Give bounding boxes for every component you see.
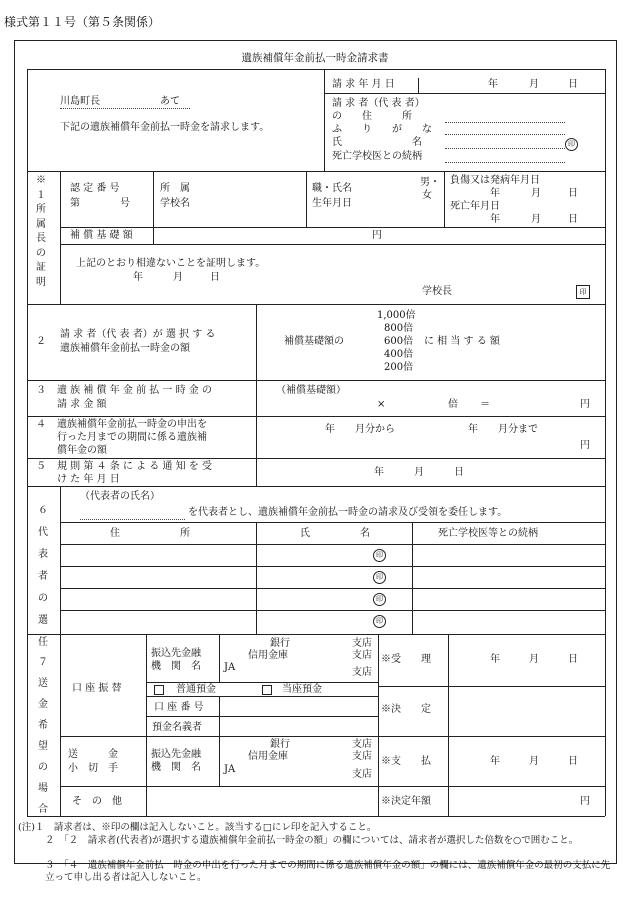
yen-label: 円 — [580, 399, 590, 410]
section3-label: 請 求 金 額 — [57, 399, 107, 410]
day-label: 日 — [210, 272, 220, 283]
bank-label: 振込先金融 — [151, 648, 201, 659]
multiplier-option[interactable]: 200倍 — [384, 362, 414, 373]
multiplier-option[interactable]: 600倍 — [384, 336, 414, 347]
injury-date-label: 負傷又は発病年月日 — [450, 175, 540, 186]
kiso-label: 補 償 基 礎 額 — [70, 230, 133, 241]
name-label: 氏 名 — [332, 137, 422, 148]
ja-label: JA — [224, 764, 236, 775]
times-sign: × — [377, 399, 386, 410]
line — [60, 171, 61, 304]
gender-label: 男・女 — [420, 177, 440, 201]
yen-label: 円 — [580, 440, 590, 451]
form-label: 様式第１１号（第５条関係） — [4, 15, 161, 29]
line — [153, 171, 154, 227]
sokin-label: 送 金 — [68, 749, 118, 760]
ate-label: あて — [160, 96, 180, 107]
line — [378, 634, 379, 816]
line — [27, 69, 605, 70]
section5-number: ５ — [36, 461, 46, 472]
day-label: 日 — [568, 79, 578, 90]
juri-label: ※受 理 — [381, 654, 431, 665]
yen-label: 円 — [580, 796, 590, 807]
dotted-line — [445, 148, 565, 149]
line — [605, 69, 606, 304]
dotted-line — [445, 122, 565, 123]
from-month-label: 年 月分から — [325, 424, 395, 435]
dotted-line — [80, 519, 185, 520]
year-label: 年 — [490, 756, 500, 767]
section3-label: 遺 族 補 償 年 金 前 払 一 時 金 の — [57, 385, 212, 396]
note-3: ３ 「４ 遺族補償年金前払一時金の申出を行った月までの期間に係る遺族補償年金の額」の欄には、遺族補償年金の最初の支払に先立って申し出る者は記入しないこと。 — [45, 860, 611, 883]
line — [605, 634, 606, 816]
shiharai-label: ※支 払 — [381, 756, 431, 767]
section2-label: 請 求 者（代 表 者）が 選 択 す る — [60, 329, 216, 340]
bank-label: 振込先金融 — [151, 749, 201, 760]
account-number-label: 口 座 番 号 — [154, 702, 204, 713]
line — [60, 566, 605, 567]
line — [324, 93, 605, 94]
touza-checkbox[interactable] — [262, 685, 272, 695]
month-label: 月 — [529, 756, 539, 767]
other-label: そ の 他 — [72, 796, 122, 807]
line — [27, 634, 28, 816]
rep-name-label: （代表者の氏名） — [80, 491, 160, 502]
line — [219, 634, 220, 682]
multiplier-option[interactable]: 1,000倍 — [377, 310, 416, 321]
line — [219, 736, 220, 786]
line — [256, 522, 257, 634]
addressee: 川島町長 — [60, 96, 100, 107]
line — [60, 588, 605, 589]
relation-label: 死亡学校医との続柄 — [332, 151, 422, 162]
ginkou-label: 銀行 — [270, 739, 290, 750]
shiten-label: 支店 — [352, 667, 372, 678]
line — [27, 486, 605, 487]
section7-side-label: ７送金希望の場合 — [38, 657, 48, 815]
kiso-paren-label: （補償基礎額） — [276, 385, 346, 396]
line — [60, 244, 605, 245]
line — [27, 304, 605, 305]
seal-icon: 印 — [373, 549, 386, 562]
section4-label: 償年金の額 — [57, 445, 107, 456]
bank-label: 機 関 名 — [151, 762, 201, 773]
section2-label: 遺族補償年金前払一時金の額 — [60, 343, 190, 354]
line — [60, 786, 605, 787]
col-address: 住 所 — [110, 528, 190, 539]
kogitte-label: 小 切 手 — [68, 763, 118, 774]
seal-icon: 印 — [576, 285, 590, 299]
line — [60, 522, 605, 523]
shinkin-label: 信用金庫 — [248, 650, 288, 661]
shiten-label: 支店 — [352, 650, 372, 661]
day-label: 日 — [568, 654, 578, 665]
nintei-label: 認 定 番 号 — [70, 183, 120, 194]
day-label: 日 — [568, 188, 578, 199]
seal-icon: 印 — [373, 593, 386, 606]
line — [27, 416, 605, 417]
day-label: 日 — [568, 756, 578, 767]
col-name: 氏 名 — [300, 528, 370, 539]
birth-label: 生年月日 — [312, 198, 352, 209]
touza-label: 当座預金 — [282, 684, 322, 695]
line — [412, 522, 413, 634]
line — [448, 634, 449, 816]
line — [60, 610, 605, 611]
line — [60, 634, 61, 816]
year-label: 年 — [490, 188, 500, 199]
line — [60, 227, 605, 228]
line — [324, 69, 325, 171]
note-1: (注)１ 請求者は、※印の欄は記入しないこと。該当する□にレ印を記入すること。 — [18, 822, 377, 833]
to-month-label: 年 月分まで — [468, 424, 538, 435]
claimant-label: 請 求 者（代 表 者） — [332, 98, 425, 109]
line — [153, 227, 154, 244]
form-title: 遺族補償年金前払一時金請求書 — [241, 52, 389, 64]
kettei-label: ※決 定 — [381, 704, 431, 715]
section1-side-label: ※１所属長の証明 — [36, 175, 46, 288]
year-label: 年 — [490, 654, 500, 665]
bai-label: 倍 — [448, 399, 458, 410]
address-label: の 住 所 — [332, 111, 412, 122]
furigana-label: ふ り が な — [332, 124, 432, 135]
holder-label: 預金名義者 — [152, 722, 202, 733]
date-label: 請 求 年 月 日 — [332, 79, 395, 90]
seal-icon: 印 — [373, 615, 386, 628]
principal-label: 学校長 — [422, 286, 452, 297]
section6-side-label: ６代表者の選任 — [38, 505, 48, 648]
month-label: 月 — [529, 79, 539, 90]
line — [60, 486, 61, 634]
shinkin-label: 信用金庫 — [248, 751, 288, 762]
multiplier-option[interactable]: 800倍 — [384, 323, 414, 334]
line — [27, 634, 605, 635]
section4-label: 行った月までの期間に係る遺族補 — [57, 432, 207, 443]
cert-text: 上記のとおり相違ないことを証明します。 — [76, 258, 266, 269]
school-name-label: 学校名 — [160, 198, 190, 209]
death-date-label: 死亡年月日 — [450, 201, 500, 212]
notice-date: 年 月 日 — [374, 467, 464, 478]
line — [27, 69, 28, 304]
section2-suffix: に 相 当 す る 額 — [424, 336, 500, 347]
month-label: 月 — [529, 654, 539, 665]
section5-label: 規 則 第 ４ 条 に よ る 通 知 を 受 — [57, 461, 212, 472]
section3-number: ３ — [36, 385, 46, 396]
line — [27, 486, 28, 634]
bank-label: 機 関 名 — [151, 661, 201, 672]
base-label: 補償基礎額の — [284, 336, 344, 347]
request-text: 下記の遺族補償年金前払一時金を請求します。 — [60, 122, 270, 133]
yen-label: 円 — [372, 230, 382, 241]
line — [146, 682, 378, 683]
equals-sign: ＝ — [480, 399, 490, 410]
line — [27, 458, 605, 459]
year-label: 年 — [488, 79, 498, 90]
seal-icon: 印 — [373, 571, 386, 584]
section4-number: ４ — [36, 419, 46, 430]
futsuu-label: 普通預金 — [176, 684, 216, 695]
shozoku-label: 所 属 — [160, 183, 190, 194]
year-label: 年 — [490, 214, 500, 225]
shoku-label: 職・氏名 — [312, 183, 352, 194]
year-label: 年 — [133, 272, 143, 283]
line — [444, 171, 445, 227]
section4-label: 遺族補償年金前払一時金の申出を — [57, 419, 207, 430]
section5-label: け た 年 月 日 — [57, 474, 120, 485]
shiten-label: 支店 — [352, 751, 372, 762]
line — [146, 634, 147, 816]
shiten-label: 支店 — [352, 739, 372, 750]
line — [378, 686, 605, 687]
month-label: 月 — [173, 272, 183, 283]
col-relation: 死亡学校医等との続柄 — [438, 528, 538, 539]
multiplier-option[interactable]: 400倍 — [384, 349, 414, 360]
dotted-line — [445, 162, 565, 163]
line — [60, 544, 605, 545]
dotted-line — [60, 108, 190, 109]
seal-icon: 印 — [565, 138, 578, 151]
line — [27, 171, 605, 172]
delegate-text: を代表者とし、遺族補償年金前払一時金の請求及び受領を委任します。 — [188, 507, 508, 518]
line — [27, 816, 605, 817]
dai-go-label: 第 号 — [70, 198, 130, 209]
line — [27, 380, 605, 381]
futsuu-checkbox[interactable] — [154, 685, 164, 695]
month-label: 月 — [531, 188, 541, 199]
dotted-line — [445, 134, 565, 135]
transfer-label: 口 座 振 替 — [72, 683, 122, 694]
shiten-label: 支店 — [352, 769, 372, 780]
line — [418, 78, 419, 93]
line — [60, 736, 605, 737]
section2-number: ２ — [36, 336, 46, 347]
line — [605, 486, 606, 634]
month-label: 月 — [531, 214, 541, 225]
line — [146, 716, 378, 717]
shiten-label: 支店 — [352, 638, 372, 649]
line — [146, 696, 378, 697]
line — [306, 171, 307, 227]
note-2: ２ 「２ 請求者(代表者)が選択する遺族補償年金前払一時金の額」の欄については、請求者が選択した倍数を○で囲むこと。 — [45, 835, 579, 846]
day-label: 日 — [568, 214, 578, 225]
kettei-gaku-label: ※決定年額 — [381, 796, 431, 807]
ja-label: JA — [224, 662, 236, 673]
ginkou-label: 銀行 — [270, 638, 290, 649]
line — [605, 304, 606, 486]
